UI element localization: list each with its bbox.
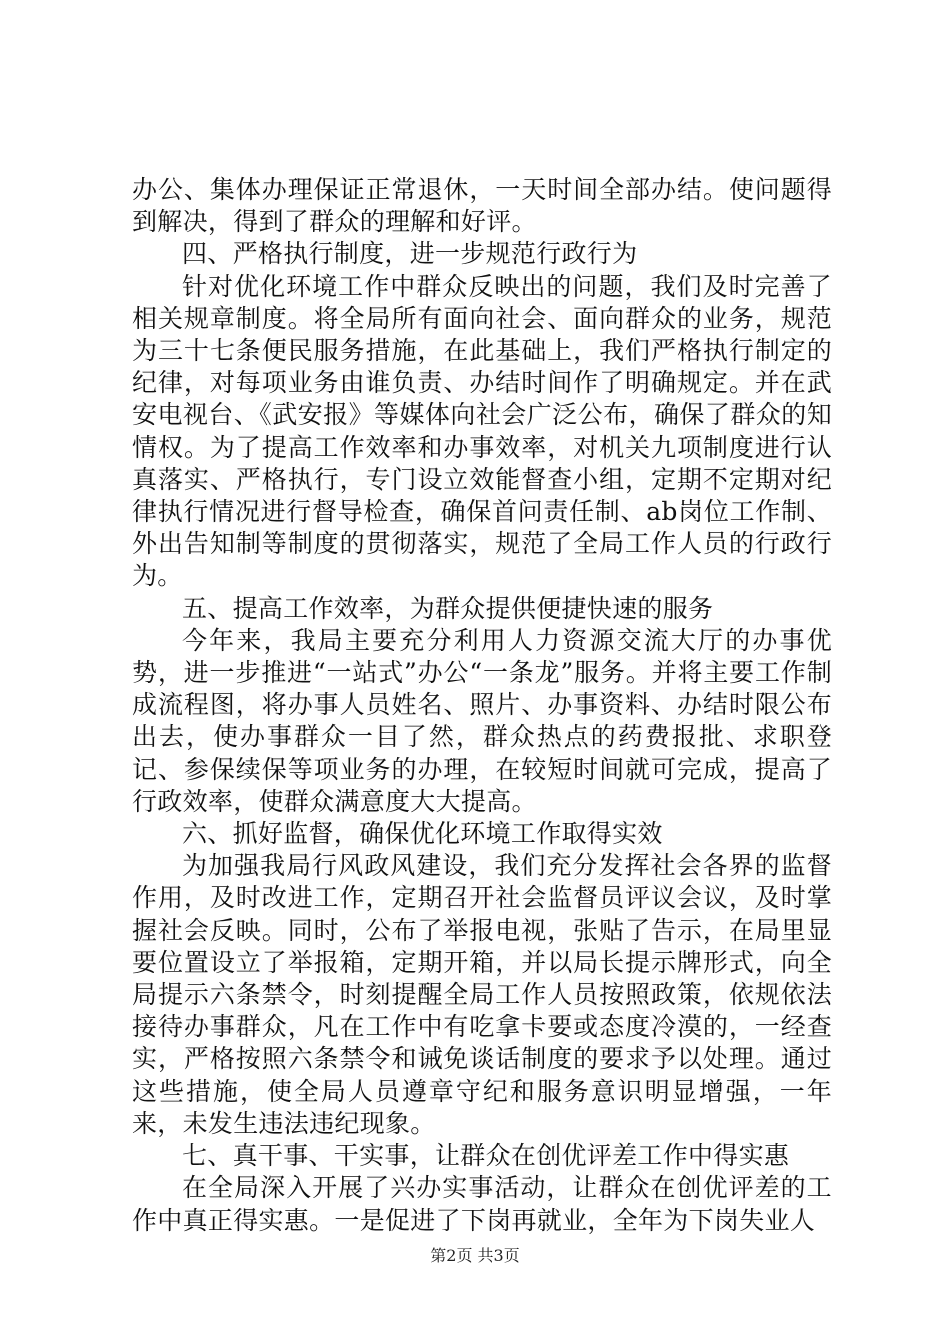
paragraph-supervision: 为加强我局行风政风建设，我们充分发挥社会各界的监督作用，及时改进工作，定期召开社会监督员评议会议，及时掌握社会反映。同时，公布了举报电视，张贴了告示，在局里显要位置设立了举报箱，定期开箱，并以局长提示牌形式，向全局提示六条禁令，时刻提醒全局工作人员按照政策，依规依法接待办事群众，凡在工作中有吃拿卡要或态度冷漠的，一经查实，严格按照六条禁令和诫免谈话制度的要求予以处理。通过这些措施，使全局人员遵章守纪和服务意识明显增强，一年来，未发生违法违纪现象。 [132,851,832,1138]
section-heading-4: 四、严格执行制度，进一步规范行政行为 [182,239,638,269]
document-body [132,174,832,1237]
paragraph-regulations: 针对优化环境工作中群众反映出的问题，我们及时完善了相关规章制度。将全局所有面向社会、面向群众的业务，规范为三十七条便民服务措施，在此基础上，我们严格执行制定的纪律，对每项业务由谁负责、办结时间作了明确规定。并在武安电视台、《武安报》等媒体向社会广泛公布，确保了群众的知情权。为了提高工作效率和办事效率，对机关九项制度进行认真落实、严格执行，专门设立效能督查小组，定期不定期对纪律执行情况进行督导检查，确保首问责任制、ab岗位工作制、外出告知制等制度的贯彻落实，规范了全局工作人员的行政行为。 [132,271,832,591]
page-number: 第2页 共3页 [430,1246,520,1265]
paragraph-efficiency: 今年来，我局主要充分利用人力资源交流大厅的办事优势，进一步推进“一站式”办公“一条龙”服务。并将主要工作制成流程图，将办事人员姓名、照片、办事资料、办结时限公布出去，使办事群众一目了然，群众热点的药费报批、求职登记、参保续保等项业务的办理，在较短时间就可完成，提高了行政效率，使群众满意度大大提高。 [132,625,832,816]
section-heading-7: 七、真干事、干实事，让群众在创优评差工作中得实惠 [182,1141,790,1171]
paragraph-practical-affairs: 在全局深入开展了兴办实事活动，让群众在创优评差的工作中真正得实惠。一是促进了下岗再就业，全年为下岗失业人 [132,1173,832,1235]
section-heading-5: 五、提高工作效率，为群众提供便捷快速的服务 [182,593,714,623]
section-heading-6: 六、抓好监督，确保优化环境工作取得实效 [182,819,663,849]
paragraph-continued: 办公、集体办理保证正常退休，一天时间全部办结。使问题得到解决，得到了群众的理解和好评。 [132,175,832,237]
